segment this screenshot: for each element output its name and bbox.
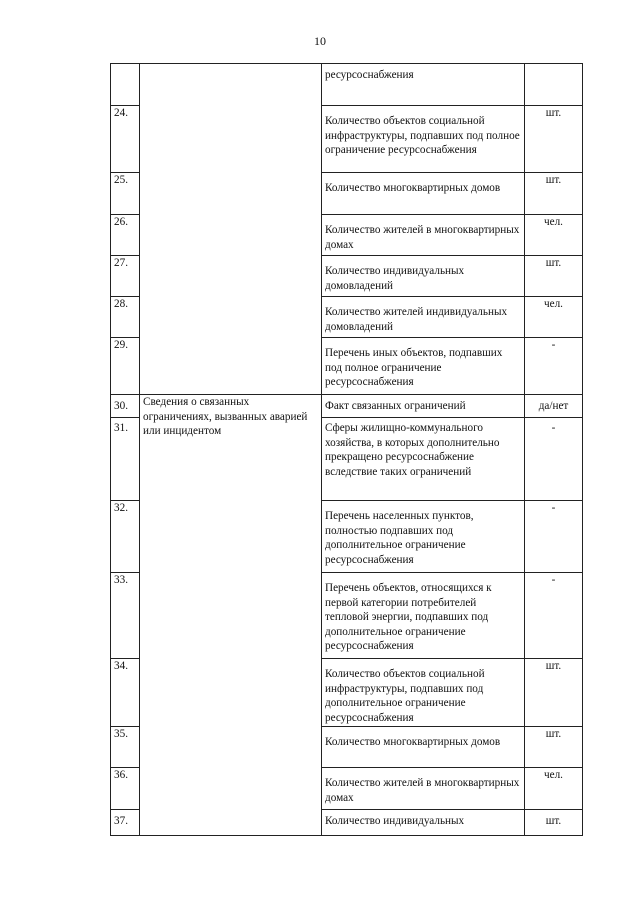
row-number: 32. — [111, 501, 140, 573]
row-number: 24. — [111, 106, 140, 173]
row-description: Перечень объектов, относящихся к первой категории потребителей тепловой энергии, подпавших под дополнительное ограничение ресурсоснабжения — [322, 573, 525, 659]
row-number: 26. — [111, 215, 140, 256]
row-number: 33. — [111, 573, 140, 659]
row-unit: шт. — [525, 173, 583, 215]
row-number: 29. — [111, 338, 140, 395]
page-number: 10 — [314, 34, 326, 48]
row-unit: чел. — [525, 215, 583, 256]
row-description: Количество многоквартирных домов — [322, 173, 525, 215]
data-table — [110, 63, 583, 836]
row-number: 28. — [111, 297, 140, 338]
row-description: Количество индивидуальных — [322, 810, 525, 836]
row-unit: - — [525, 501, 583, 573]
row-number: 30. — [111, 395, 140, 418]
section-related-restrictions: Сведения о связанных ограничениях, вызванных аварией или инцидентом — [140, 395, 322, 836]
row-description: Количество жителей в многоквартирных домах — [322, 215, 525, 256]
row-unit — [525, 64, 583, 106]
row-unit: шт. — [525, 727, 583, 768]
row-unit: - — [525, 338, 583, 395]
row-description: Количество жителей в многоквартирных домах — [322, 768, 525, 810]
row-unit: - — [525, 418, 583, 501]
row-number: 25. — [111, 173, 140, 215]
row-unit: шт. — [525, 659, 583, 727]
row-description: Сферы жилищно-коммунального хозяйства, в которых дополнительно прекращено ресурсоснабжение вследствие таких ограничений — [322, 418, 525, 501]
row-description: Количество индивидуальных домовладений — [322, 256, 525, 297]
row-description: Количество многоквартирных домов — [322, 727, 525, 768]
row-description: Количество жителей индивидуальных домовладений — [322, 297, 525, 338]
row-description: Перечень иных объектов, подпавших под полное ограничение ресурсоснабжения — [322, 338, 525, 395]
row-number: 37. — [111, 810, 140, 836]
row-unit: да/нет — [525, 395, 583, 418]
row-number — [111, 64, 140, 106]
section-cell-prev — [140, 64, 322, 395]
row-unit: чел. — [525, 297, 583, 338]
row-number: 27. — [111, 256, 140, 297]
row-description: Факт связанных ограничений — [322, 395, 525, 418]
row-number: 36. — [111, 768, 140, 810]
row-description: Количество объектов социальной инфраструктуры, подпавших под дополнительное ограничение ресурсоснабжения — [322, 659, 525, 727]
row-unit: чел. — [525, 768, 583, 810]
table-row — [111, 64, 583, 106]
table-row — [111, 395, 583, 418]
row-number: 31. — [111, 418, 140, 501]
row-unit: - — [525, 573, 583, 659]
row-unit: шт. — [525, 106, 583, 173]
row-number: 35. — [111, 727, 140, 768]
row-unit: шт. — [525, 256, 583, 297]
row-description: Перечень населенных пунктов, полностью подпавших под дополнительное ограничение ресурсоснабжения — [322, 501, 525, 573]
row-number: 34. — [111, 659, 140, 727]
row-description: ресурсоснабжения — [322, 64, 525, 106]
row-unit: шт. — [525, 810, 583, 836]
row-description: Количество объектов социальной инфраструктуры, подпавших под полное ограничение ресурсоснабжения — [322, 106, 525, 173]
